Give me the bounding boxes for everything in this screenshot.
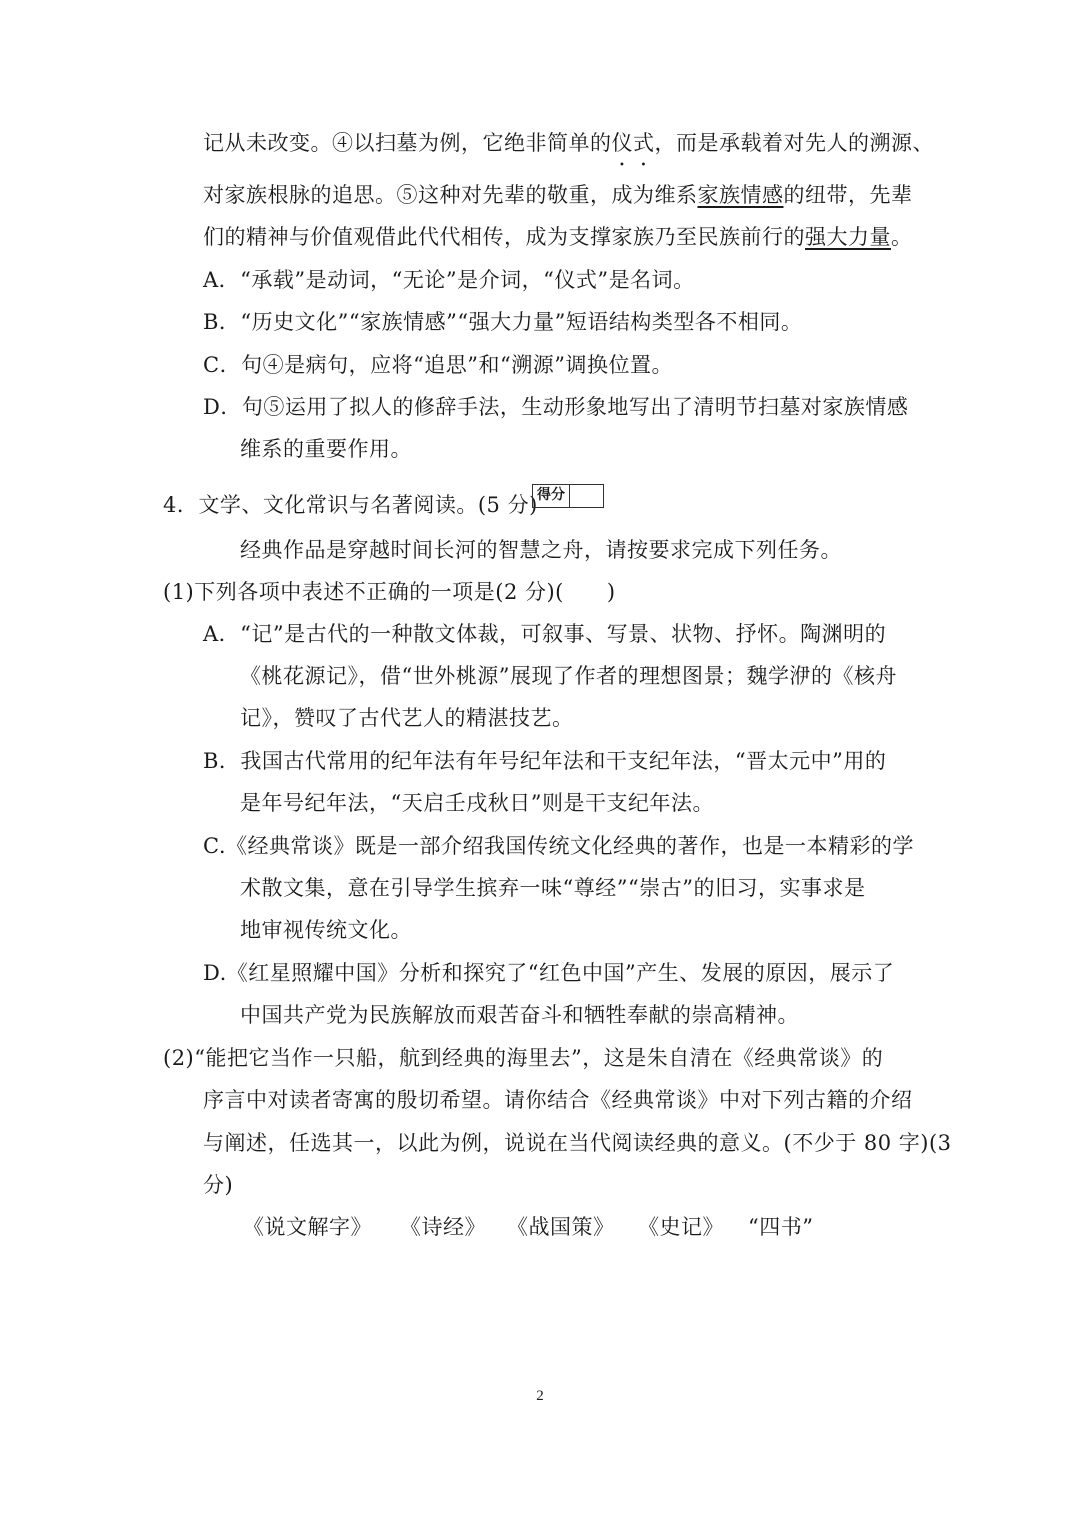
emphasis-dot-char: 式: [633, 131, 655, 155]
book-item: “四书”: [748, 1215, 814, 1239]
subquestion-2-cont: 序言中对读者寄寓的殷切希望。请你结合《经典常谈》中对下列古籍的介绍: [203, 1088, 913, 1112]
passage-line: 记从未改变。④以扫墓为例，它绝非简单的仪式，而是承载着对先人的溯源、: [203, 131, 934, 155]
book-item: 《诗经》: [400, 1215, 486, 1239]
subquestion-2: (2)“能把它当作一只船，航到经典的海里去”，这是朱自清在《经典常谈》的: [163, 1046, 884, 1070]
question-4-intro: 经典作品是穿越时间长河的智慧之舟，请按要求完成下列任务。: [240, 538, 842, 562]
option-a: A．“承载”是动词，“无论”是介词，“仪式”是名词。: [203, 268, 695, 292]
q4-option-c-cont: 地审视传统文化。: [240, 918, 412, 942]
option-d: D．句⑤运用了拟人的修辞手法，生动形象地写出了清明节扫墓对家族情感: [203, 395, 909, 419]
q4-option-d: D.《红星照耀中国》分析和探究了“红色中国”产生、发展的原因，展示了: [203, 961, 895, 985]
passage-line: 们的精神与价值观借此代代相传，成为支撑家族乃至民族前行的强大力量。: [203, 225, 913, 249]
q4-option-a-cont: 《桃花源记》，借“世外桃源”展现了作者的理想图景；魏学洢的《核舟: [240, 664, 897, 688]
q4-option-a-cont: 记》，赞叹了古代艺人的精湛技艺。: [240, 706, 574, 730]
q4-option-b-cont: 是年号纪年法，“天启壬戌秋日”则是干支纪年法。: [240, 791, 714, 815]
q4-option-d-cont: 中国共产党为民族解放而艰苦奋斗和牺牲奉献的崇高精神。: [240, 1003, 799, 1027]
book-item: 《战国策》: [507, 1215, 615, 1239]
score-box: [532, 484, 604, 508]
subquestion-2-cont: 分): [203, 1173, 234, 1197]
option-d-cont: 维系的重要作用。: [240, 437, 412, 461]
passage-line: 对家族根脉的追思。⑤这种对先辈的敬重，成为维系家族情感的纽带，先辈: [203, 183, 913, 207]
subquestion-2-cont: 与阐述，任选其一，以此为例，说说在当代阅读经典的意义。(不少于 80 字)(3: [203, 1131, 952, 1155]
q4-option-a: A．“记”是古代的一种散文体裁，可叙事、写景、状物、抒怀。陶渊明的: [203, 622, 887, 646]
q4-option-c-cont: 术散文集，意在引导学生摈弃一味“尊经”“崇古”的旧习，实事求是: [240, 876, 866, 900]
score-blank[interactable]: [570, 485, 603, 507]
q4-option-c: C.《经典常谈》既是一部介绍我国传统文化经典的著作，也是一本精彩的学: [203, 834, 914, 858]
book-item: 《史记》: [638, 1215, 724, 1239]
option-b: B．“历史文化”“家族情感”“强大力量”短语结构类型各不相同。: [203, 310, 803, 334]
page-number: 2: [536, 1388, 544, 1404]
emphasis-dot-char: 仪: [611, 131, 633, 155]
option-c: C．句④是病句，应将“追思”和“溯源”调换位置。: [203, 353, 674, 377]
underlined-phrase: 家族情感: [697, 183, 784, 207]
question-4-heading: 4．文学、文化常识与名著阅读。(5 分): [163, 493, 538, 517]
book-item: 《说文解字》: [243, 1215, 372, 1239]
q4-option-b: B．我国古代常用的纪年法有年号纪年法和干支纪年法，“晋太元中”用的: [203, 749, 887, 773]
subquestion-1: (1)下列各项中表述不正确的一项是(2 分)( ): [163, 580, 616, 604]
underlined-phrase: 强大力量: [805, 225, 891, 249]
score-label: 得分: [533, 485, 570, 507]
